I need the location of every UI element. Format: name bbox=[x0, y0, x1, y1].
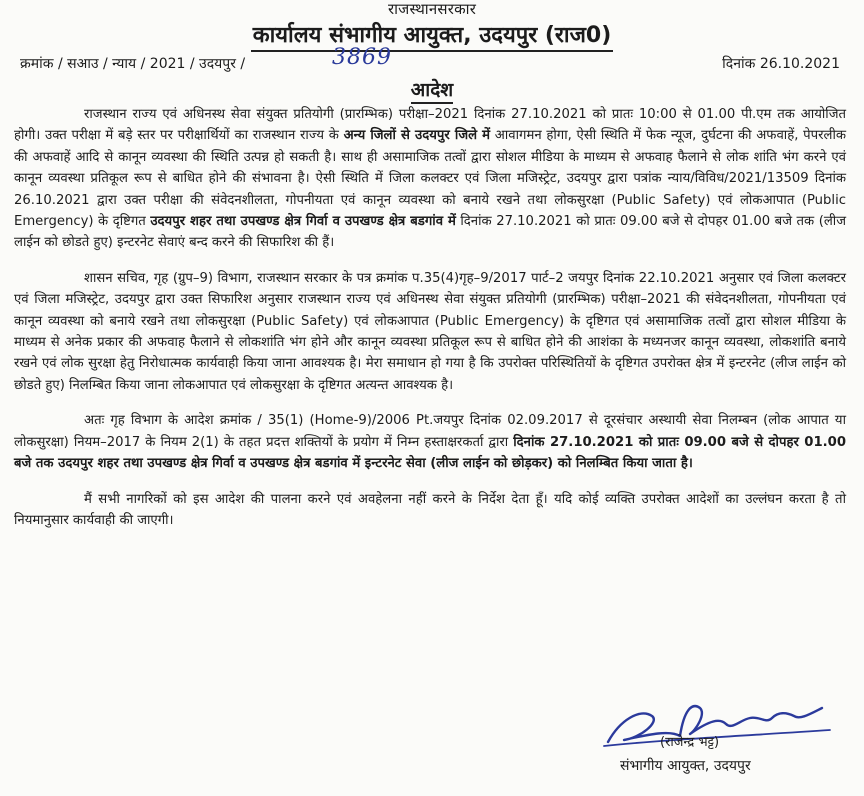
paragraph-2 bbox=[14, 268, 846, 396]
paragraph-3-bold: दिनांक 27.10.2021 को प्रातः 09.00 बजे से दोपहर 01.00 बजे तक उदयपुर शहर तथा उपखण्ड क्षेत्र गिर्वा व उपखण्ड क्षेत्र बडगांव में इन्टरनेट सेवा (लीज लाईन को छोड़कर) को निलम्बित किया जाता है। bbox=[14, 434, 846, 472]
handwritten-reference-number: 3869 bbox=[332, 45, 392, 70]
office-name: कार्यालय संभागीय आयुक्त, उदयपुर (राज0) bbox=[251, 22, 614, 52]
reference-label: क्रमांक / सआउ / न्याय / 2021 / उदयपुर / bbox=[20, 56, 246, 72]
paragraph-1-text-a: राजस्थान राज्य एवं अधिनस्थ सेवा संयुक्त प्रतियोगी (प्रारम्भिक) परीक्षा–2021 दिनांक 27.10.2021 को प्रातः 10:00 से 01.00 पी.एम तक आयोजित होगी। उक्त परीक्षा में बड़े स्तर पर परीक्षार्थियों का राजस्थान राज्य के bbox=[14, 107, 846, 144]
paragraph-1-bold-a: अन्य जिलों से उदयपुर जिले में bbox=[343, 128, 491, 144]
signatory-name: (राजेन्द्र भट्ट) bbox=[660, 735, 720, 750]
order-date: दिनांक 26.10.2021 bbox=[722, 56, 840, 72]
paragraph-4 bbox=[14, 489, 846, 532]
office-heading bbox=[0, 22, 864, 52]
order-title-text: आदेश bbox=[411, 78, 453, 104]
paragraph-1-text-c: दिनांक 27.10.2021 को प्रातः 09.00 बजे से दोपहर 01.00 बजे तक (लीज लाईन को छोडते हुए) इन्टरनेट सेवाएं बन्द करने की सिफारिश की हैं। bbox=[14, 214, 846, 251]
paragraph-1-text-b: आवागमन होगा, ऐसी स्थिति में फेक न्यूज, दुर्घटना की अफवाहें, पेपरलीक की अफवाहें आदि से कानून व्यवस्था की स्थिति उत्पन्न हो सकती है। साथ ही असामाजिक तत्वों द्वारा सोशल मीडिया के माध्यम से अफवाह फैलाने से लोक शांति भंग करने एवं कानून व्यवस्था प्रतिकूल रूप से बाधित होने की संभावना है। ऐसी स्थिति में जिला कलक्टर एवं जिला मजिस्ट्रेट, उदयपुर द्वारा पत्रांक न्याय/विविध/2021/13509 दिनांक 26.10.2021 द्वारा उक्त परीक्षा की संवेदनशीलता, गोपनीयता एवं कानून व्यवस्था को बनाये रखने तथा लोकसुरक्षा (Public Safety) एवं लोकआपात (Public Emergency) के दृष्टिगत bbox=[14, 128, 846, 230]
order-title bbox=[0, 78, 864, 104]
order-body bbox=[14, 104, 846, 531]
handwritten-signature bbox=[600, 690, 840, 750]
government-heading: राजस्थानसरकार bbox=[387, 0, 477, 18]
paragraph-3 bbox=[14, 410, 846, 474]
signatory-designation: संभागीय आयुक्त, उदयपुर bbox=[620, 758, 751, 774]
paragraph-1 bbox=[14, 104, 846, 254]
paragraph-3-text: अतः गृह विभाग के आदेश क्रमांक / 35(1) (Home-9)/2006 Pt.जयपुर दिनांक 02.09.2017 से दूरसंचार अस्थायी सेवा निलम्बन (लोक आपात या लोकसुरक्षा) नियम–2017 के नियम 2(1) के तहत प्रदत्त शक्तियों के प्रयोग में निम्न हस्ताक्षरकर्ता द्वारा bbox=[14, 413, 846, 450]
signature-block bbox=[560, 690, 860, 796]
paragraph-2-text: शासन सचिव, गृह (ग्रुप–9) विभाग, राजस्थान सरकार के पत्र क्रमांक प.35(4)गृह–9/2017 पार्ट–2 जयपुर दिनांक 22.10.2021 अनुसार एवं जिला कलक्टर एवं जिला मजिस्ट्रेट, उदयपुर द्वारा उक्त सिफारिश अनुसार राजस्थान राज्य एवं अधिनस्थ सेवा संयुक्त प्रतियोगी (प्रारम्भिक) परीक्षा–2021 की संवेदनशीलता, गोपनीयता एवं कानून व्यवस्था को बनाये रखने तथा लोकसुरक्षा (Public Safety) एवं लोकआपात (Public Emergency) के दृष्टिगत एवं असामाजिक तत्वों द्वारा सोशल मीडिया के माध्यम से अनेक प्रकार की अफवाह फैलाने से लोकशांति भंग होने और कानून व्यवस्था प्रतिकूल रूप से बाधित होने की आशंका के मध्यनजर कानून व्यवस्था, लोकशांति बनाये रखने एवं लोक सुरक्षा हेतु निरोधात्मक कार्यवाही किया जाना आवश्यक है। मेरा समाधान हो गया है कि उपरोक्त परिस्थितियों के दृष्टिगत उपरोक्त क्षेत्र में इन्टरनेट (लीज लाईन को छोडते हुए) निलम्बित किया जाना लोकआपात एवं लोकसुरक्षा के दृष्टिगत अत्यन्त आवश्यक है। bbox=[14, 270, 846, 393]
paragraph-4-text: मैं सभी नागरिकों को इस आदेश की पालना करने एवं अवहेलना नहीं करने के निर्देश देता हूँ। यदि कोई व्यक्ति उपरोक्त आदेशों का उल्लंघन करता है तो नियमानुसार कार्यवाही की जाएगी। bbox=[14, 491, 846, 528]
paragraph-1-bold-b: उदयपुर शहर तथा उपखण्ड क्षेत्र गिर्वा व उपखण्ड क्षेत्र बडगांव में bbox=[150, 214, 456, 230]
